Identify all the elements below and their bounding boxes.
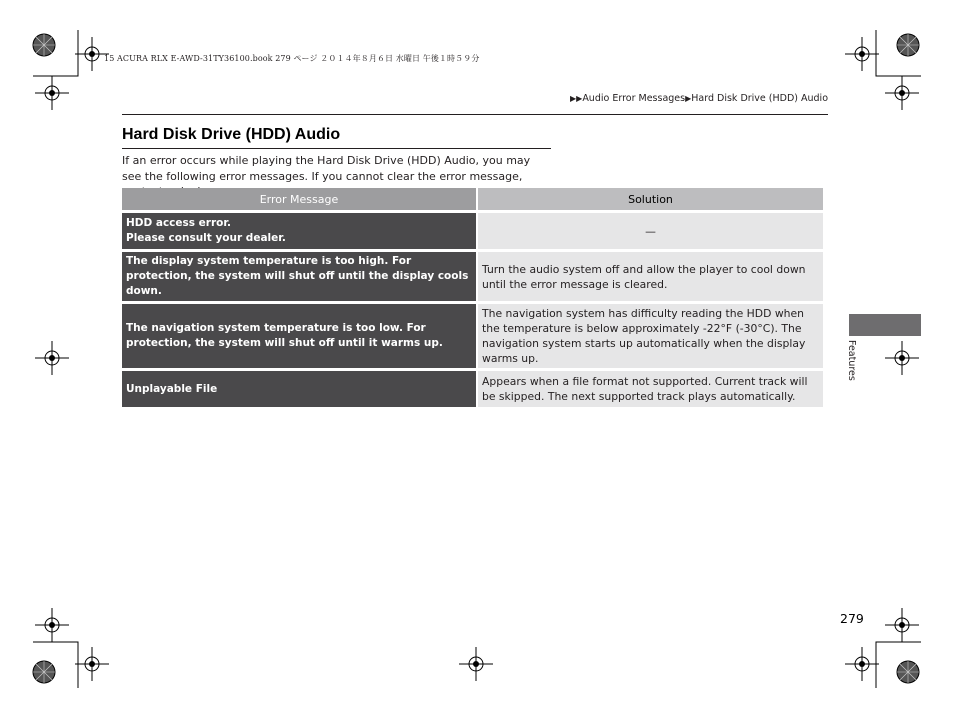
solution-cell: Appears when a file format not supported. Current track will be skipped. The next supported track plays automatically. bbox=[478, 371, 823, 407]
chapter-tab-label: Features bbox=[846, 340, 857, 381]
crosshair-icon bbox=[885, 341, 919, 375]
crosshair-icon bbox=[35, 341, 69, 375]
breadcrumb-item-hdd-audio: Hard Disk Drive (HDD) Audio bbox=[691, 93, 828, 104]
solution-cell: The navigation system has difficulty reading the HDD when the temperature is below approximately -22°F (-30°C). The navigation system starts up automatically when the display warms up. bbox=[478, 304, 823, 368]
header-solution: Solution bbox=[478, 188, 823, 210]
header-error-message: Error Message bbox=[122, 188, 478, 210]
crosshair-icon bbox=[35, 608, 69, 642]
crosshair-icon bbox=[885, 76, 919, 110]
star-target-bottom-right bbox=[897, 661, 919, 683]
error-message-cell: The navigation system temperature is too low. For protection, the system will shut off until it warms up. bbox=[122, 304, 478, 368]
error-message-cell: HDD access error. Please consult your dealer. bbox=[122, 213, 478, 249]
page-number: 279 bbox=[840, 611, 864, 626]
solution-cell: — bbox=[478, 213, 823, 249]
star-target-bottom-left bbox=[33, 661, 55, 683]
crosshair-icon bbox=[459, 647, 493, 681]
crosshair-icon bbox=[75, 37, 109, 71]
star-target-top-left bbox=[33, 34, 55, 56]
crosshair-icon bbox=[35, 76, 69, 110]
intro-paragraph: If an error occurs while playing the Hard Disk Drive (HDD) Audio, you may see the following error messages. If you cannot clear the error message, bbox=[122, 154, 531, 183]
star-target-top-right bbox=[897, 34, 919, 56]
solution-cell: Turn the audio system off and allow the player to cool down until the error message is cleared. bbox=[478, 252, 823, 301]
breadcrumb-item-audio-error-messages: Audio Error Messages bbox=[582, 93, 686, 104]
breadcrumb-arrows: ▶▶ bbox=[570, 94, 583, 103]
crosshair-icon bbox=[885, 608, 919, 642]
breadcrumb-separator: ▶ bbox=[685, 94, 692, 103]
error-message-cell: Unplayable File bbox=[122, 371, 478, 407]
section-title: Hard Disk Drive (HDD) Audio bbox=[122, 126, 341, 143]
crosshair-icon bbox=[845, 647, 879, 681]
crosshair-icon bbox=[75, 647, 109, 681]
error-message-cell: The display system temperature is too high. For protection, the system will shut off until the display cools down. bbox=[122, 252, 478, 301]
print-header: 15 ACURA RLX E-AWD-31TY36100.book 279 ページ ２０１４年８月６日 水曜日 午後１時５９分 bbox=[104, 54, 480, 63]
crosshair-icon bbox=[845, 37, 879, 71]
